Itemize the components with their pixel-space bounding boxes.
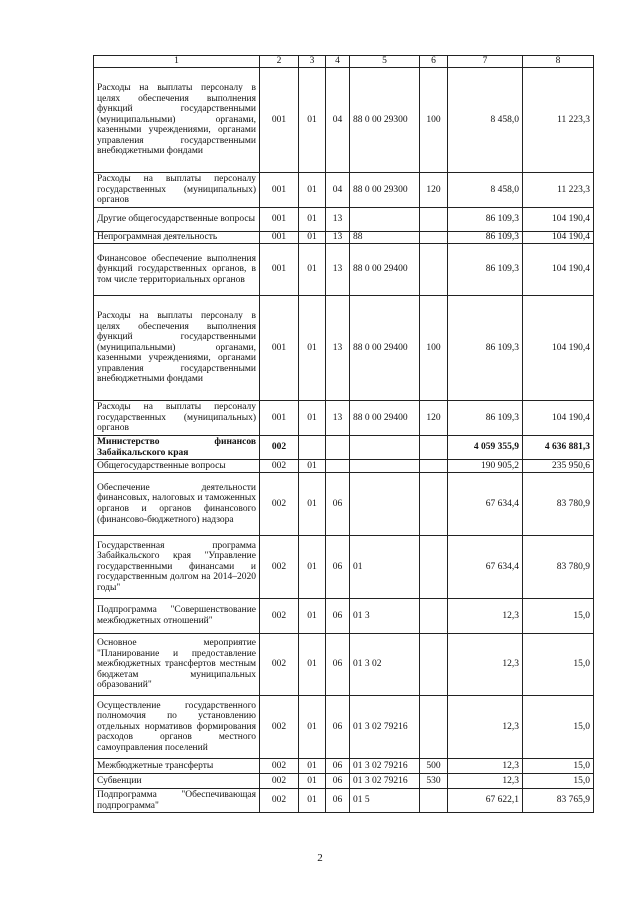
cell-value-7: 12,3 <box>448 696 523 759</box>
column-header: 1 <box>94 56 260 68</box>
table-row <box>94 634 594 696</box>
table-row <box>94 599 594 634</box>
cell-pr: 06 <box>326 599 350 634</box>
cell-adm: 002 <box>260 599 299 634</box>
cell-adm: 001 <box>260 296 299 401</box>
cell-pr: 13 <box>326 401 350 436</box>
cell-rz: 01 <box>299 460 326 473</box>
table-row <box>94 759 594 774</box>
cell-adm: 002 <box>260 696 299 759</box>
cell-vr <box>420 473 448 536</box>
cell-value-7: 190 905,2 <box>448 460 523 473</box>
table-row <box>94 436 594 460</box>
column-header: 8 <box>523 56 594 68</box>
cell-value-7: 8 458,0 <box>448 173 523 208</box>
row-name: Государственная программа Забайкальского края "Управление государственными финансами и государственным долгом на 2014–2020 годы" <box>94 536 260 599</box>
column-header: 2 <box>260 56 299 68</box>
cell-pr: 13 <box>326 232 350 244</box>
cell-vr <box>420 599 448 634</box>
cell-vr <box>420 208 448 232</box>
cell-adm: 001 <box>260 244 299 296</box>
cell-value-7: 86 109,3 <box>448 208 523 232</box>
table-row <box>94 173 594 208</box>
table-row <box>94 232 594 244</box>
cell-value-8: 15,0 <box>523 599 594 634</box>
column-header: 7 <box>448 56 523 68</box>
row-name: Расходы на выплаты персоналу в целях обеспечения выполнения функций государственными (муниципальными) органами, казенными учреждениями, органами управления государственными внебюджетными фондами <box>94 68 260 173</box>
cell-value-8: 15,0 <box>523 759 594 774</box>
cell-vr <box>420 696 448 759</box>
cell-csr: 01 5 <box>350 789 420 813</box>
cell-csr: 88 <box>350 232 420 244</box>
cell-value-8: 11 223,3 <box>523 173 594 208</box>
table-row <box>94 536 594 599</box>
table-row <box>94 460 594 473</box>
row-name: Основное мероприятие "Планирование и предоставление межбюджетных трансфертов местным бюджетам муниципальных образований" <box>94 634 260 696</box>
cell-csr: 01 3 02 79216 <box>350 774 420 789</box>
cell-pr <box>326 436 350 460</box>
cell-pr: 04 <box>326 173 350 208</box>
cell-adm: 002 <box>260 436 299 460</box>
row-name: Министерство финансов Забайкальского края <box>94 436 260 460</box>
table-row <box>94 244 594 296</box>
column-header: 6 <box>420 56 448 68</box>
cell-pr: 06 <box>326 774 350 789</box>
cell-csr: 01 3 02 79216 <box>350 759 420 774</box>
cell-adm: 002 <box>260 473 299 536</box>
cell-adm: 002 <box>260 789 299 813</box>
cell-csr: 88 0 00 29300 <box>350 68 420 173</box>
cell-value-8: 104 190,4 <box>523 208 594 232</box>
cell-value-7: 67 634,4 <box>448 536 523 599</box>
cell-value-8: 104 190,4 <box>523 296 594 401</box>
cell-csr <box>350 208 420 232</box>
row-name: Расходы на выплаты персоналу в целях обеспечения выполнения функций государственными (муниципальными) органами, казенными учреждениями, органами управления государственными внебюджетными фондами <box>94 296 260 401</box>
cell-rz: 01 <box>299 296 326 401</box>
cell-pr: 06 <box>326 536 350 599</box>
cell-rz: 01 <box>299 634 326 696</box>
cell-csr: 01 <box>350 536 420 599</box>
cell-pr: 06 <box>326 634 350 696</box>
cell-csr: 01 3 02 79216 <box>350 696 420 759</box>
cell-rz: 01 <box>299 232 326 244</box>
cell-adm: 001 <box>260 68 299 173</box>
cell-value-8: 15,0 <box>523 696 594 759</box>
cell-adm: 001 <box>260 232 299 244</box>
row-name: Расходы на выплаты персоналу государственных (муниципальных) органов <box>94 401 260 436</box>
cell-vr <box>420 536 448 599</box>
cell-value-8: 4 636 881,3 <box>523 436 594 460</box>
cell-vr: 500 <box>420 759 448 774</box>
cell-rz: 01 <box>299 696 326 759</box>
cell-value-8: 235 950,6 <box>523 460 594 473</box>
table-row <box>94 68 594 173</box>
row-name: Подпрограмма "Совершенствование межбюджетных отношений" <box>94 599 260 634</box>
cell-adm: 002 <box>260 634 299 696</box>
table-row <box>94 208 594 232</box>
cell-pr: 06 <box>326 696 350 759</box>
cell-vr: 100 <box>420 296 448 401</box>
row-name: Общегосударственные вопросы <box>94 460 260 473</box>
cell-vr <box>420 460 448 473</box>
cell-value-7: 86 109,3 <box>448 232 523 244</box>
cell-value-7: 12,3 <box>448 599 523 634</box>
row-name: Финансовое обеспечение выполнения функций государственных органов, в том числе территориальных органов <box>94 244 260 296</box>
cell-rz: 01 <box>299 68 326 173</box>
cell-rz: 01 <box>299 208 326 232</box>
cell-rz: 01 <box>299 599 326 634</box>
table-row <box>94 774 594 789</box>
row-name: Непрограммная деятельность <box>94 232 260 244</box>
cell-adm: 002 <box>260 536 299 599</box>
cell-rz: 01 <box>299 401 326 436</box>
cell-value-7: 67 622,1 <box>448 789 523 813</box>
cell-adm: 001 <box>260 401 299 436</box>
cell-value-8: 83 780,9 <box>523 473 594 536</box>
cell-csr: 88 0 00 29400 <box>350 296 420 401</box>
cell-pr: 06 <box>326 789 350 813</box>
column-header: 3 <box>299 56 326 68</box>
cell-vr: 120 <box>420 401 448 436</box>
cell-value-8: 15,0 <box>523 634 594 696</box>
page-number: 2 <box>317 852 323 864</box>
cell-rz: 01 <box>299 759 326 774</box>
cell-vr: 100 <box>420 68 448 173</box>
cell-value-7: 12,3 <box>448 774 523 789</box>
row-name: Расходы на выплаты персоналу государственных (муниципальных) органов <box>94 173 260 208</box>
cell-pr: 13 <box>326 208 350 232</box>
cell-csr <box>350 436 420 460</box>
cell-csr: 88 0 00 29400 <box>350 401 420 436</box>
cell-vr <box>420 232 448 244</box>
cell-rz <box>299 436 326 460</box>
cell-vr <box>420 634 448 696</box>
cell-rz: 01 <box>299 173 326 208</box>
cell-csr <box>350 460 420 473</box>
cell-csr: 88 0 00 29400 <box>350 244 420 296</box>
cell-rz: 01 <box>299 244 326 296</box>
cell-value-8: 15,0 <box>523 774 594 789</box>
cell-value-7: 86 109,3 <box>448 296 523 401</box>
row-name: Подпрограмма "Обеспечивающая подпрограмма" <box>94 789 260 813</box>
cell-value-7: 4 059 355,9 <box>448 436 523 460</box>
cell-value-7: 86 109,3 <box>448 244 523 296</box>
cell-csr: 01 3 <box>350 599 420 634</box>
cell-adm: 002 <box>260 774 299 789</box>
cell-adm: 002 <box>260 759 299 774</box>
column-header: 4 <box>326 56 350 68</box>
cell-pr: 13 <box>326 296 350 401</box>
cell-value-7: 67 634,4 <box>448 473 523 536</box>
cell-rz: 01 <box>299 473 326 536</box>
cell-value-8: 104 190,4 <box>523 244 594 296</box>
cell-pr: 06 <box>326 759 350 774</box>
cell-rz: 01 <box>299 789 326 813</box>
row-name: Субвенции <box>94 774 260 789</box>
table-row <box>94 401 594 436</box>
cell-rz: 01 <box>299 774 326 789</box>
cell-csr <box>350 473 420 536</box>
column-header: 5 <box>350 56 420 68</box>
cell-value-7: 8 458,0 <box>448 68 523 173</box>
cell-value-8: 104 190,4 <box>523 401 594 436</box>
budget-table <box>93 55 594 813</box>
table-row <box>94 473 594 536</box>
cell-value-8: 83 765,9 <box>523 789 594 813</box>
cell-value-8: 83 780,9 <box>523 536 594 599</box>
table-row <box>94 789 594 813</box>
cell-vr: 530 <box>420 774 448 789</box>
cell-pr <box>326 460 350 473</box>
row-name: Обеспечение деятельности финансовых, налоговых и таможенных органов и органов финансового (финансово-бюджетного) надзора <box>94 473 260 536</box>
row-name: Осуществление государственного полномочия по установлению отдельных нормативов формирования расходов органов местного самоуправления поселений <box>94 696 260 759</box>
table-row <box>94 696 594 759</box>
cell-vr <box>420 436 448 460</box>
cell-vr: 120 <box>420 173 448 208</box>
table-row <box>94 296 594 401</box>
row-name: Межбюджетные трансферты <box>94 759 260 774</box>
cell-rz: 01 <box>299 536 326 599</box>
cell-value-8: 104 190,4 <box>523 232 594 244</box>
cell-vr <box>420 789 448 813</box>
cell-value-7: 86 109,3 <box>448 401 523 436</box>
cell-csr: 88 0 00 29300 <box>350 173 420 208</box>
cell-adm: 002 <box>260 460 299 473</box>
cell-csr: 01 3 02 <box>350 634 420 696</box>
cell-value-7: 12,3 <box>448 634 523 696</box>
cell-pr: 13 <box>326 244 350 296</box>
cell-value-8: 11 223,3 <box>523 68 594 173</box>
row-name: Другие общегосударственные вопросы <box>94 208 260 232</box>
cell-value-7: 12,3 <box>448 759 523 774</box>
cell-adm: 001 <box>260 173 299 208</box>
cell-pr: 04 <box>326 68 350 173</box>
cell-pr: 06 <box>326 473 350 536</box>
header-row <box>94 56 594 68</box>
cell-adm: 001 <box>260 208 299 232</box>
cell-vr <box>420 244 448 296</box>
